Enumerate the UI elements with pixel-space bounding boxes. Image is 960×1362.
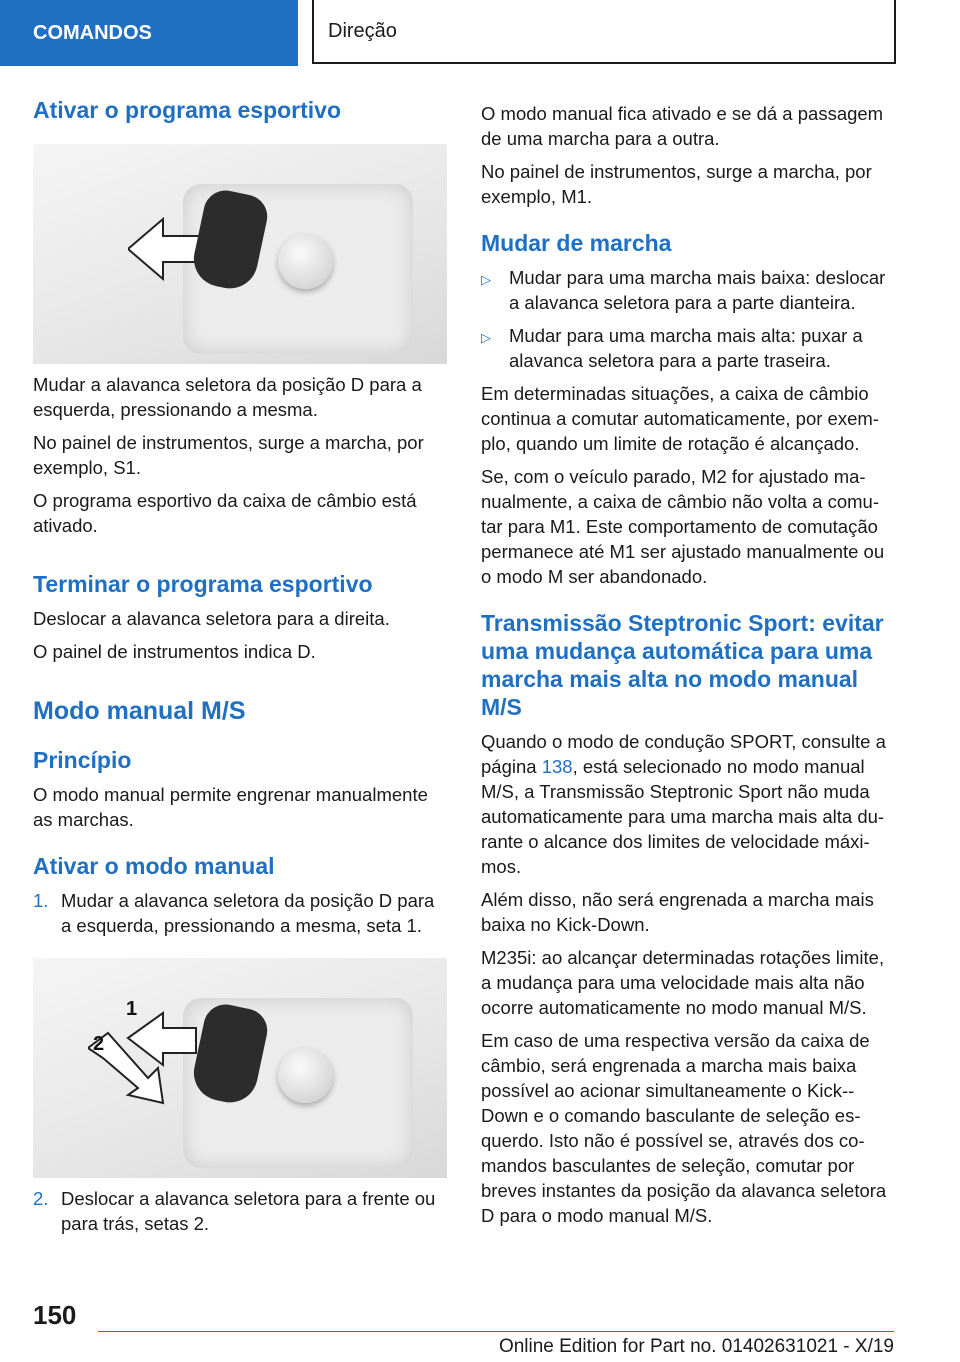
edition-note: Online Edition for Part no. 01402631021 - X/19 xyxy=(498,1336,894,1357)
paragraph xyxy=(481,729,895,879)
paragraph: No painel de instrumentos, surge a marcha, por exemplo, S1. xyxy=(33,432,424,478)
bullet-triangle-icon: ▷ xyxy=(481,272,491,287)
list-item xyxy=(481,323,895,373)
step-number: 1. xyxy=(33,890,49,911)
section-title: COMANDOS xyxy=(33,21,152,44)
paragraph: Em caso de uma respectiva versão da caixa de câmbio, será engrenada a marcha mais baixa possível ao acionar simultaneamente o Kick--Down e o comando basculante de seleção es-querdo. Isto não é possível se, através dos co-mandos basculantes de seleção, comutar por breves instantes da posição da alavanca seletora D para o modo manual M/S. xyxy=(481,1030,887,1226)
heading-manual-mode: Modo manual M/S xyxy=(33,697,246,725)
paragraph: No painel de instrumentos, surge a marcha, por exemplo, M1. xyxy=(481,161,872,207)
paragraph-text: , está selecionado no modo manual M/S, a Transmissão Steptronic Sport não muda automaticamente para uma marcha mais alta du-rante o alcance dos limites de velocidade máxi-mos. xyxy=(481,756,885,877)
heading-activate-sport: Ativar o programa esportivo xyxy=(33,97,342,123)
paragraph: Além disso, não será engrenada a marcha mais baixa no Kick-Down. xyxy=(481,889,874,935)
section-tab xyxy=(0,0,298,66)
paragraph: O modo manual fica ativado e se dá a passagem de uma marcha para a outra. xyxy=(481,103,884,149)
paragraph: O modo manual permite engrenar manualmente as marchas. xyxy=(33,784,428,830)
list-item xyxy=(33,888,447,938)
page-number: 150 xyxy=(33,1300,77,1330)
paragraph: O painel de instrumentos indica D. xyxy=(33,641,316,662)
chapter-tab xyxy=(312,0,896,64)
paragraph: Deslocar a alavanca seletora para a direita. xyxy=(33,608,390,629)
heading-activate-manual: Ativar o modo manual xyxy=(33,853,275,879)
step-text: Deslocar a alavanca seletora para a frente ou para trás, setas 2. xyxy=(61,1188,436,1234)
chapter-title: Direção xyxy=(328,19,397,42)
selector-lever-photo-arrows xyxy=(33,958,447,1178)
left-column xyxy=(33,96,447,1236)
bullet-triangle-icon: ▷ xyxy=(481,330,491,345)
bullet-text: Mudar para uma marcha mais baixa: deslocar a alavanca seletora para a parte dianteira. xyxy=(509,267,886,313)
selector-lever-photo xyxy=(33,144,447,364)
arrow-label: 2 xyxy=(93,1033,105,1055)
paragraph: Se, com o veículo parado, M2 for ajustado ma-nualmente, a caixa de câmbio não volta a comu-tar para M1. Este comportamento de comutação permanece até M1 ser ajustado manualmente ou o modo M ser abandonado. xyxy=(481,466,885,587)
right-column xyxy=(481,101,895,1228)
heading-steptronic: Transmissão Steptronic Sport: evitar uma mudança automática para uma marcha mais alta no modo manual M/S xyxy=(481,610,884,720)
heading-end-sport: Terminar o programa esportivo xyxy=(33,571,373,597)
paragraph: Mudar a alavanca seletora da posição D para a esquerda, pressionando a mesma. xyxy=(33,374,422,420)
arrow-label: 1 xyxy=(126,998,138,1020)
heading-shift-gear: Mudar de marcha xyxy=(481,230,672,256)
heading-principle: Princípio xyxy=(33,747,132,773)
bullet-text: Mudar para uma marcha mais alta: puxar a alavanca seletora para a parte traseira. xyxy=(509,325,863,371)
paragraph: Em determinadas situações, a caixa de câmbio continua a comutar automaticamente, por exem-plo, quando um limite de rotação é alcançado. xyxy=(481,383,879,454)
list-item xyxy=(481,265,895,315)
step-text: Mudar a alavanca seletora da posição D para a esquerda, pressionando a mesma, seta 1. xyxy=(61,890,435,936)
step-number: 2. xyxy=(33,1188,49,1209)
paragraph-text: Quando o modo de condução SPORT, consulte a página xyxy=(481,731,886,777)
page-link[interactable]: 138 xyxy=(541,756,573,777)
paragraph: M235i: ao alcançar determinadas rotações limite, a mudança para uma velocidade mais alta não ocorre automaticamente no modo manual M/S. xyxy=(481,947,885,1018)
paragraph: O programa esportivo da caixa de câmbio está ativado. xyxy=(33,490,417,536)
arrows-icon xyxy=(88,1003,198,1113)
list-item xyxy=(33,1186,447,1236)
footer-divider xyxy=(98,1331,894,1332)
